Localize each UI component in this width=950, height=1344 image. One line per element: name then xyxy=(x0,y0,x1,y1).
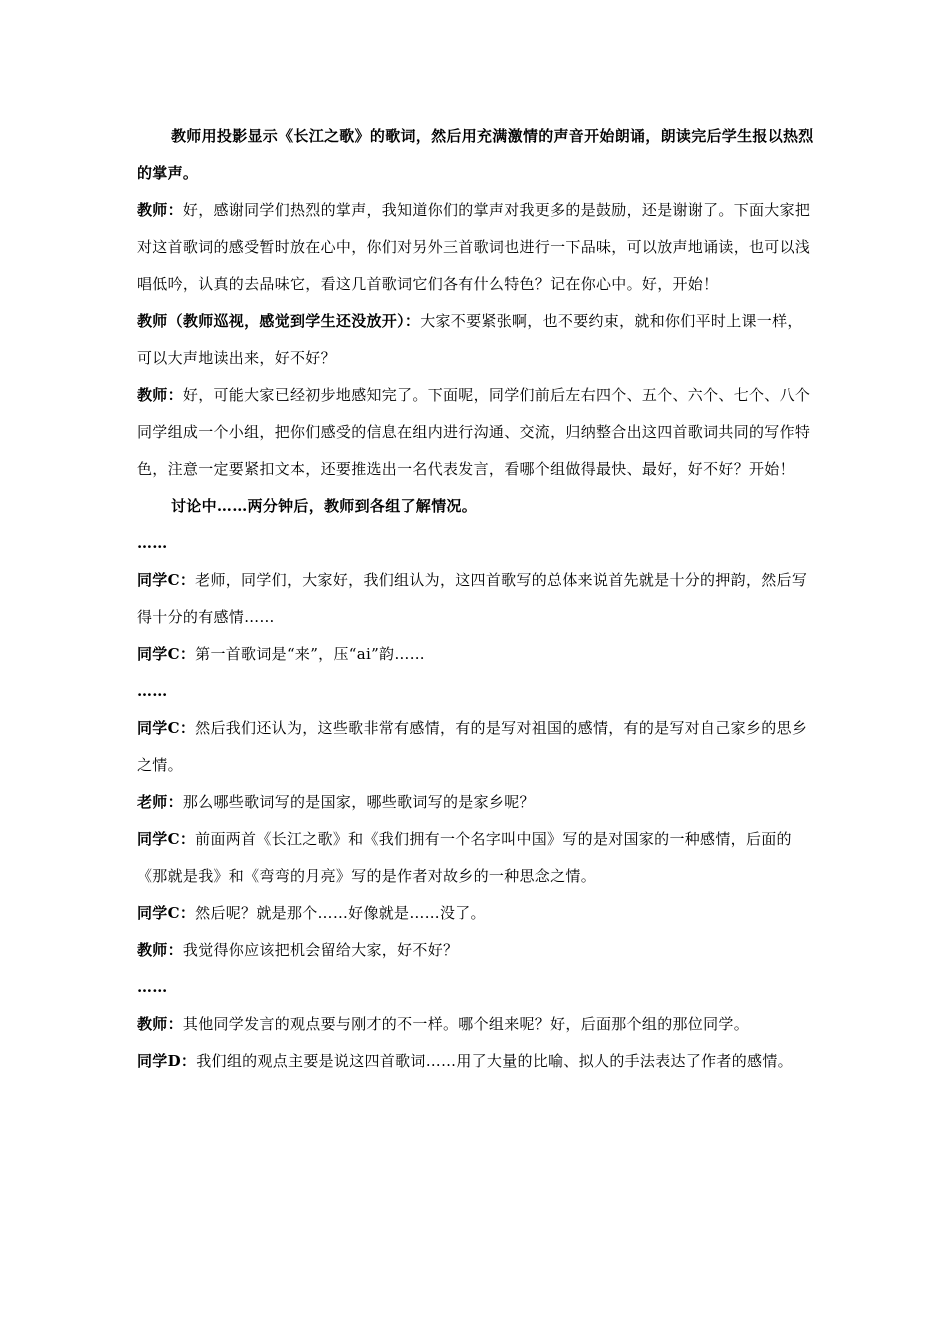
dialogue-text: 然后我们还认为，这些歌非常有感情，有的是写对祖国的感情，有的是写对自己家乡的思乡之情。 xyxy=(137,719,808,774)
dialogue-paragraph xyxy=(137,636,817,673)
dialogue-text: 那么哪些歌词写的是国家，哪些歌词写的是家乡呢？ xyxy=(182,793,535,811)
speaker-label: 教师： xyxy=(137,941,183,959)
narration-paragraph: 教师用投影显示《长江之歌》的歌词，然后用充满激情的声音开始朗诵，朗读完后学生报以热烈的掌声。 xyxy=(137,127,814,182)
dialogue-text: 前面两首《长江之歌》和《我们拥有一个名字叫中国》写的是对国家的一种感情，后面的《那就是我》和《弯弯的月亮》写的是作者对故乡的一种思念之情。 xyxy=(137,830,792,885)
speaker-label: 教师（教师巡视，感觉到学生还没放开）： xyxy=(137,312,421,330)
document-body xyxy=(137,118,817,1080)
dialogue-paragraph xyxy=(137,1006,817,1043)
dialogue-paragraph xyxy=(137,895,817,932)
dialogue-text: 第一首歌词是“来”，压“ai”韵…… xyxy=(195,645,425,663)
dialogue-text: 我们组的观点主要是说这四首歌词……用了大量的比喻、拟人的手法表达了作者的感情。 xyxy=(196,1052,793,1070)
dialogue-paragraph xyxy=(137,1043,817,1080)
dialogue-paragraph xyxy=(137,932,817,969)
speaker-label: 同学C： xyxy=(137,571,196,589)
speaker-label: 教师： xyxy=(137,201,183,219)
dialogue-paragraph xyxy=(137,192,817,303)
speaker-label: 同学C： xyxy=(137,645,196,663)
dialogue-paragraph xyxy=(137,303,817,377)
dialogue-paragraph xyxy=(137,821,817,895)
speaker-label: 同学D： xyxy=(137,1052,197,1070)
dialogue-text: 好，可能大家已经初步地感知完了。下面呢，同学们前后左右四个、五个、六个、七个、八个同学组成一个小组，把你们感受的信息在组内进行沟通、交流，归纳整合出这四首歌词共同的写作特色，注意一定要紧扣文本，还要推选出一名代表发言，看哪个组做得最快、最好，好不好？开始！ xyxy=(137,386,811,478)
ellipsis-line: …… xyxy=(137,978,168,996)
dialogue-paragraph xyxy=(137,710,817,784)
speaker-label: 同学C： xyxy=(137,719,196,737)
dialogue-text: 老师，同学们，大家好，我们组认为，这四首歌写的总体来说首先就是十分的押韵，然后写得十分的有感情…… xyxy=(137,571,808,626)
speaker-label: 教师： xyxy=(137,386,183,404)
dialogue-text: 然后呢？就是那个……好像就是……没了。 xyxy=(195,904,486,922)
speaker-label: 同学C： xyxy=(137,904,196,922)
dialogue-paragraph xyxy=(137,562,817,636)
dialogue-paragraph xyxy=(137,784,817,821)
dialogue-paragraph xyxy=(137,377,817,488)
dialogue-text: 我觉得你应该把机会留给大家，好不好？ xyxy=(182,941,459,959)
speaker-label: 老师： xyxy=(137,793,183,811)
dialogue-text: 大家不要紧张啊，也不要约束，就和你们平时上课一样，可以大声地读出来，好不好？ xyxy=(137,312,803,367)
speaker-label: 同学C： xyxy=(137,830,196,848)
ellipsis-line: …… xyxy=(137,682,168,700)
speaker-label: 教师： xyxy=(137,1015,183,1033)
dialogue-text: 好，感谢同学们热烈的掌声，我知道你们的掌声对我更多的是鼓励，还是谢谢了。下面大家把对这首歌词的感受暂时放在心中，你们对另外三首歌词也进行一下品味，可以放声地诵读，也可以浅唱低吟，认真的去品味它，看这几首歌词它们各有什么特色？记在你心中。好，开始！ xyxy=(137,201,811,293)
ellipsis-line: …… xyxy=(137,534,168,552)
dialogue-text: 其他同学发言的观点要与刚才的不一样。哪个组来呢？好，后面那个组的那位同学。 xyxy=(182,1015,750,1033)
narration-paragraph: 讨论中……两分钟后，教师到各组了解情况。 xyxy=(171,497,478,515)
